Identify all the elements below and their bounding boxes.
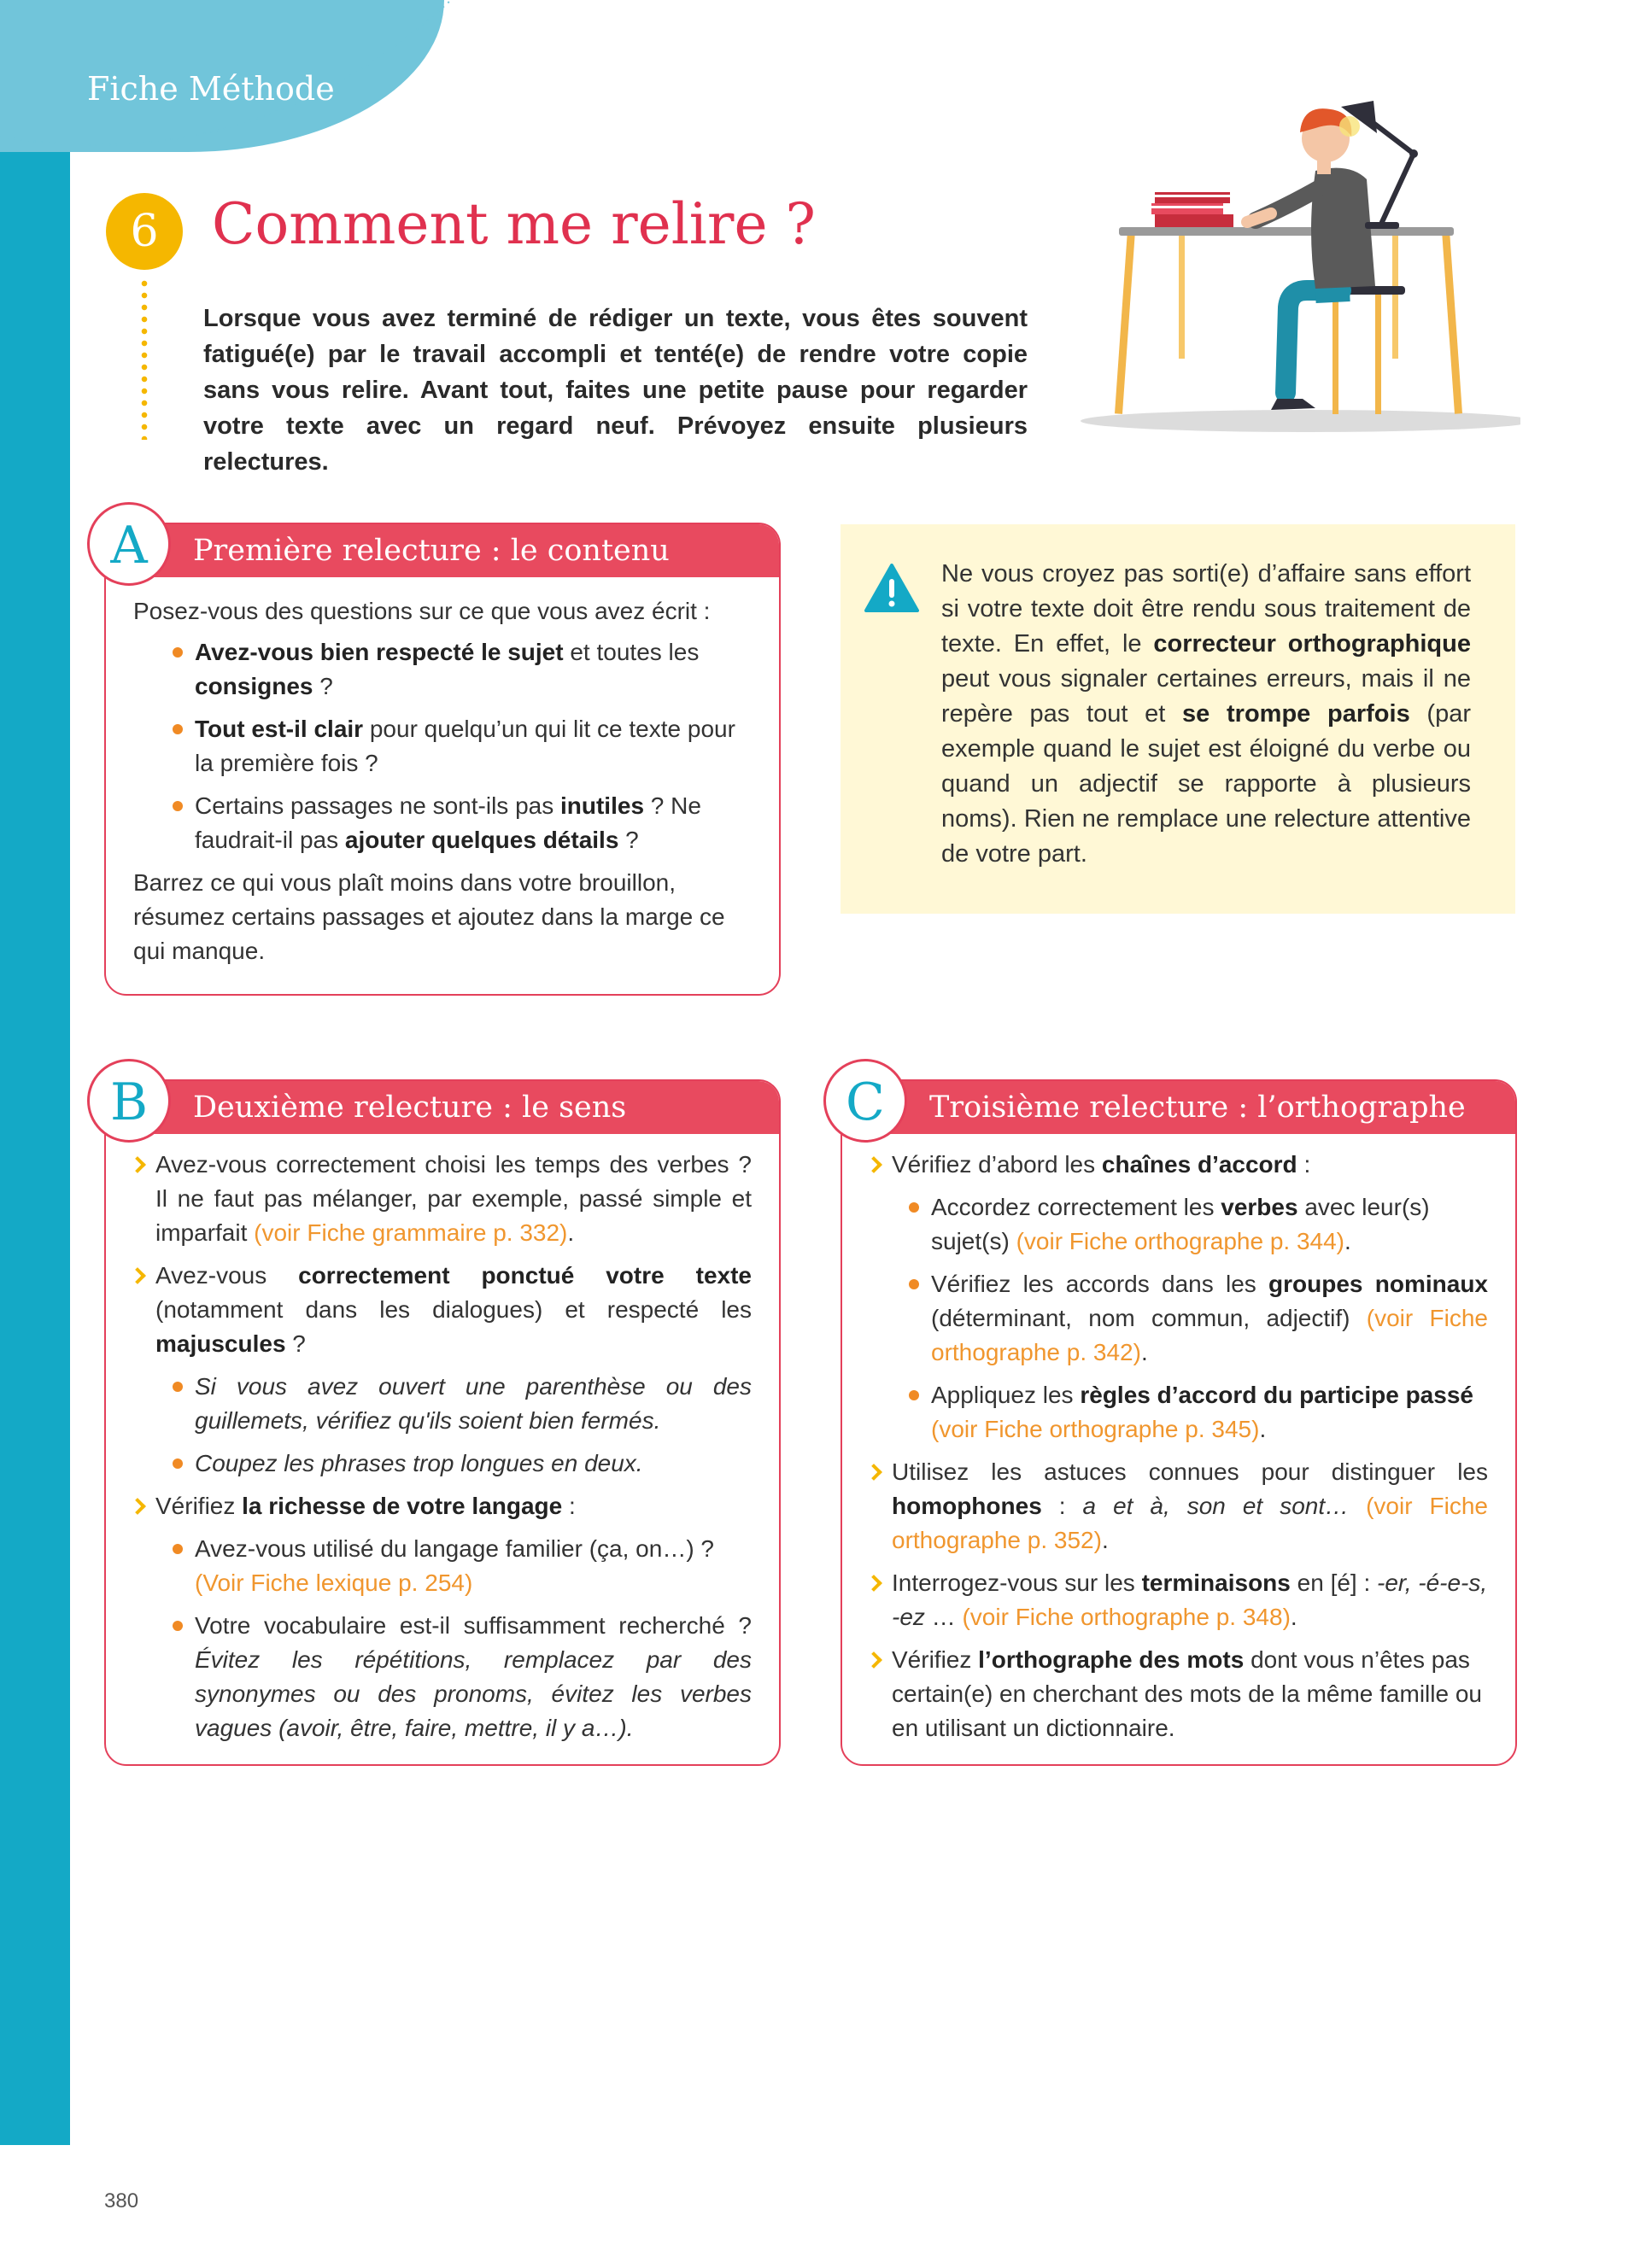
section-a-list bbox=[133, 635, 752, 857]
section-b-header: Deuxième relecture : le sens bbox=[106, 1081, 779, 1134]
emphasis: correcteur orthographique bbox=[1153, 630, 1471, 658]
section-a-closing: Barrez ce qui vous plaît moins dans votre brouillon, résumez certains passages et ajoutez dans la marge ce qui manque. bbox=[133, 869, 725, 964]
text: Avez-vous bbox=[155, 1262, 299, 1289]
left-sidebar-band bbox=[0, 0, 70, 2145]
emphasis: groupes nominaux bbox=[1268, 1271, 1489, 1297]
text: avec leur(s) sujet(s) bbox=[931, 1194, 1430, 1254]
text: -er, -é-e-s, -ez bbox=[892, 1569, 1488, 1630]
text: (déterminant, nom commun, adjectif) bbox=[931, 1305, 1367, 1331]
section-a-letter-badge: A bbox=[87, 502, 171, 586]
section-a-lead: Posez-vous des questions sur ce que vous avez écrit : bbox=[133, 598, 711, 624]
text: en [é] : bbox=[1290, 1569, 1378, 1596]
section-c-sublist bbox=[866, 1190, 1488, 1447]
text: . bbox=[1290, 1604, 1297, 1630]
list-item bbox=[866, 1190, 1488, 1259]
reference-link[interactable]: (voir Fiche grammaire p. 332) bbox=[254, 1219, 568, 1246]
reference-link[interactable]: (voir Fiche orthographe p. 342) bbox=[931, 1305, 1488, 1365]
text: . bbox=[567, 1219, 575, 1246]
text: a et à, son et sont… bbox=[1082, 1493, 1350, 1519]
text: ? bbox=[285, 1330, 306, 1357]
list-item bbox=[130, 1370, 752, 1438]
list-item bbox=[130, 1259, 752, 1361]
text: Vérifiez bbox=[155, 1493, 243, 1519]
text: Coupez les phrases trop longues en deux. bbox=[195, 1450, 643, 1476]
list-item bbox=[130, 1609, 752, 1745]
text: Avez-vous utilisé du langage familier (ça, on…) ? bbox=[195, 1535, 715, 1562]
text: . bbox=[1344, 1228, 1351, 1254]
reference-link[interactable]: (voir Fiche orthographe p. 348) bbox=[962, 1604, 1291, 1630]
emphasis: majuscules bbox=[155, 1330, 286, 1357]
text: … bbox=[924, 1604, 963, 1630]
list-item bbox=[130, 1532, 752, 1600]
reference-link[interactable]: (voir Fiche orthographe p. 344) bbox=[1016, 1228, 1345, 1254]
text: Évitez les répétitions, remplacez par des synonymes ou des pronoms, évitez les verbes vagues (avoir, être, faire, mettre, il y a…). bbox=[195, 1646, 752, 1741]
emphasis: inutiles bbox=[560, 792, 645, 819]
text: . bbox=[1140, 1339, 1148, 1365]
text: peut vous signaler certaines erreurs, mais il ne repère pas tout et bbox=[941, 665, 1471, 728]
warning-text bbox=[941, 557, 1471, 872]
emphasis: chaînes d’accord bbox=[1101, 1151, 1297, 1178]
emphasis: homophones bbox=[892, 1493, 1042, 1519]
list-item bbox=[133, 635, 752, 704]
list-item bbox=[866, 1643, 1488, 1745]
section-a-box bbox=[104, 523, 781, 996]
emphasis: Tout est-il clair bbox=[195, 716, 364, 742]
text: ? Ne faudrait-il pas bbox=[195, 792, 701, 853]
emphasis: la richesse de votre langage bbox=[242, 1493, 563, 1519]
text: Avez-vous correctement choisi les temps des verbes ? Il ne faut pas mélanger, par exemple, passé simple et imparfait bbox=[155, 1151, 752, 1246]
list-item bbox=[130, 1148, 752, 1250]
list-item bbox=[866, 1455, 1488, 1558]
text: Utilisez les astuces connues pour distinguer les bbox=[892, 1458, 1488, 1485]
emphasis: se trompe parfois bbox=[1182, 700, 1410, 728]
text: Si vous avez ouvert une parenthèse ou des guillemets, vérifiez qu'ils soient bien fermés. bbox=[195, 1373, 752, 1434]
list-item bbox=[866, 1148, 1488, 1182]
page-number: 380 bbox=[104, 2189, 139, 2212]
reference-link[interactable]: (Voir Fiche lexique p. 254) bbox=[195, 1569, 473, 1596]
text: Votre vocabulaire est-il suffisamment recherché ? bbox=[195, 1612, 752, 1639]
reference-link[interactable]: (voir Fiche orthographe p. 352) bbox=[892, 1493, 1489, 1553]
section-b-sublist-1 bbox=[130, 1370, 752, 1481]
text: Vérifiez les accords dans les bbox=[931, 1271, 1269, 1297]
section-c-letter-badge: C bbox=[823, 1059, 907, 1143]
emphasis: verbes bbox=[1221, 1194, 1298, 1220]
text: et toutes les bbox=[563, 639, 700, 665]
emphasis: consignes bbox=[195, 673, 313, 699]
emphasis: terminaisons bbox=[1141, 1569, 1291, 1596]
emphasis: Avez-vous bien respecté le sujet bbox=[195, 639, 564, 665]
text: : bbox=[562, 1493, 576, 1519]
text bbox=[1349, 1493, 1366, 1519]
list-item bbox=[866, 1566, 1488, 1634]
text: : bbox=[1297, 1151, 1311, 1178]
section-c-content bbox=[842, 1134, 1515, 1745]
text: Certains passages ne sont-ils pas bbox=[195, 792, 560, 819]
section-c-header: Troisième relecture : l’orthographe bbox=[842, 1081, 1515, 1134]
text: pour quelqu’un qui lit ce texte pour la première fois ? bbox=[195, 716, 735, 776]
text: Appliquez les bbox=[931, 1382, 1081, 1408]
list-item bbox=[866, 1267, 1488, 1370]
section-c-box bbox=[840, 1079, 1517, 1766]
emphasis: ajouter quelques détails bbox=[344, 827, 619, 853]
list-item bbox=[130, 1447, 752, 1481]
section-a-content bbox=[106, 577, 779, 968]
section-b-letter-badge: B bbox=[87, 1059, 171, 1143]
emphasis: règles d’accord du participe passé bbox=[1080, 1382, 1473, 1408]
page-title: Comment me relire ? bbox=[212, 191, 816, 257]
text: : bbox=[1041, 1493, 1083, 1519]
text: . bbox=[1259, 1416, 1267, 1442]
text: Interrogez-vous sur les bbox=[892, 1569, 1142, 1596]
list-item bbox=[133, 712, 752, 780]
section-b-content bbox=[106, 1134, 779, 1745]
list-item bbox=[130, 1489, 752, 1523]
sheet-number-badge: 6 bbox=[106, 193, 183, 270]
header-tab-label: Fiche Méthode bbox=[87, 70, 335, 108]
text: Vérifiez d’abord les bbox=[892, 1151, 1102, 1178]
list-item bbox=[866, 1378, 1488, 1447]
text: ? bbox=[313, 673, 333, 699]
student-at-desk-illustration bbox=[1059, 94, 1520, 435]
text: (par exemple quand le sujet est éloigné du verbe ou quand un adjectif se rapporte à plusieurs noms). Rien ne remplace une relecture attentive de votre part. bbox=[941, 700, 1471, 868]
intro-paragraph: Lorsque vous avez terminé de rédiger un texte, vous êtes souvent fatigué(e) par le travail accompli et tenté(e) de rendre votre copie sans vous relire. Avant tout, faites une petite pause pour regarder votre texte avec un regard neuf. Prévoyez ensuite plusieurs relectures. bbox=[203, 305, 1028, 476]
section-b-sublist-2 bbox=[130, 1532, 752, 1745]
dotted-vertical-line bbox=[140, 278, 149, 440]
warning-icon bbox=[864, 564, 919, 613]
text: . bbox=[1101, 1527, 1109, 1553]
section-a-header: Première relecture : le contenu bbox=[106, 524, 779, 577]
text: Accordez correctement les bbox=[931, 1194, 1221, 1220]
text: Vérifiez bbox=[892, 1646, 979, 1673]
text: ? bbox=[618, 827, 639, 853]
reference-link[interactable]: (voir Fiche orthographe p. 345) bbox=[931, 1416, 1260, 1442]
list-item bbox=[133, 789, 752, 857]
emphasis: l’orthographe des mots bbox=[978, 1646, 1245, 1673]
text: (notamment dans les dialogues) et respecté les bbox=[155, 1296, 752, 1323]
emphasis: correctement ponctué votre texte bbox=[298, 1262, 752, 1289]
text: Ne vous croyez pas sorti(e) d’affaire sans effort si votre texte doit être rendu sous traitement de texte. En effet, le bbox=[941, 560, 1471, 658]
section-b-box bbox=[104, 1079, 781, 1766]
text: dont vous n’êtes pas certain(e) en cherchant des mots de la même famille ou en utilisant un dictionnaire. bbox=[892, 1646, 1482, 1741]
